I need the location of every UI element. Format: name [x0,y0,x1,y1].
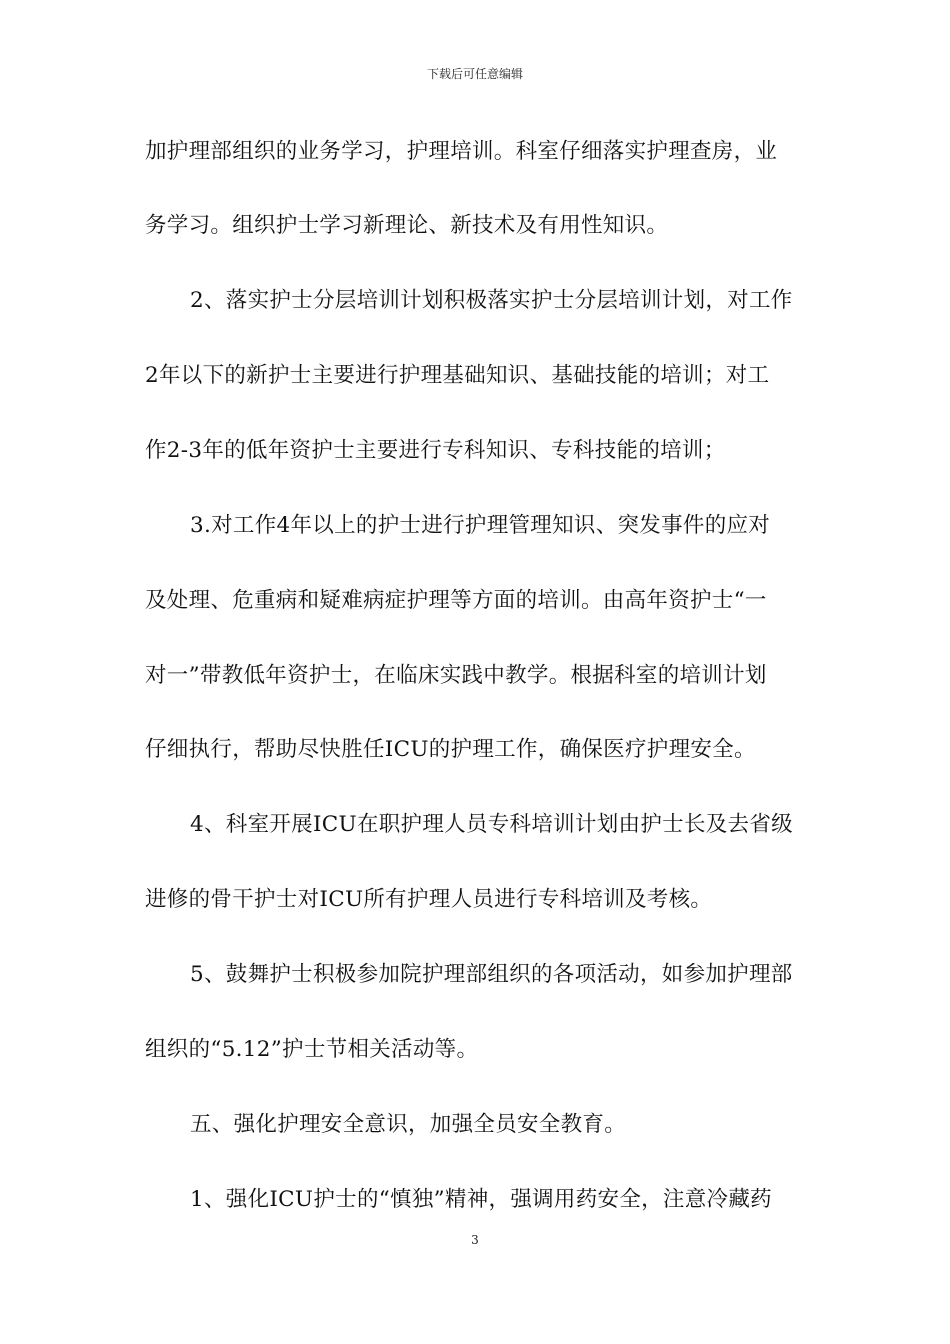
text-line: 仔细执行，帮助尽快胜任ICU的护理工作，确保医疗护理安全。 [145,737,756,762]
text-line: 1、强化ICU护士的“慎独”精神，强调用药安全，注意冷藏药 [190,1187,772,1212]
text-line: 4、科室开展ICU在职护理人员专科培训计划由护士长及去省级 [190,812,793,837]
section-heading: 五、强化护理安全意识，加强全员安全教育。 [190,1112,627,1137]
text-line: 作2-3年的低年资护士主要进行专科知识、专科技能的培训； [145,438,726,463]
text-line: 组织的“5.12”护士节相关活动等。 [145,1037,479,1062]
page-number: 3 [471,1233,479,1247]
text-line: 对一”带教低年资护士，在临床实践中教学。根据科室的培训计划 [145,663,767,688]
text-line: 务学习。组织护士学习新理论、新技术及有用性知识。 [145,213,669,238]
text-line: 进修的骨干护士对ICU所有护理人员进行专科培训及考核。 [145,887,713,912]
page-header: 下载后可任意编辑 [426,67,523,81]
text-line: 及处理、危重病和疑难病症护理等方面的培训。由高年资护士“一 [145,588,767,613]
text-line: 加护理部组织的业务学习，护理培训。科室仔细落实护理查房，业 [145,139,778,164]
text-line: 5、鼓舞护士积极参加院护理部组织的各项活动，如参加护理部 [190,962,793,987]
text-line: 2年以下的新护士主要进行护理基础知识、基础技能的培训；对工 [145,363,770,388]
text-line: 3.对工作4年以上的护士进行护理管理知识、突发事件的应对 [190,513,771,538]
text-line: 2、落实护士分层培训计划积极落实护士分层培训计划，对工作 [190,288,793,313]
